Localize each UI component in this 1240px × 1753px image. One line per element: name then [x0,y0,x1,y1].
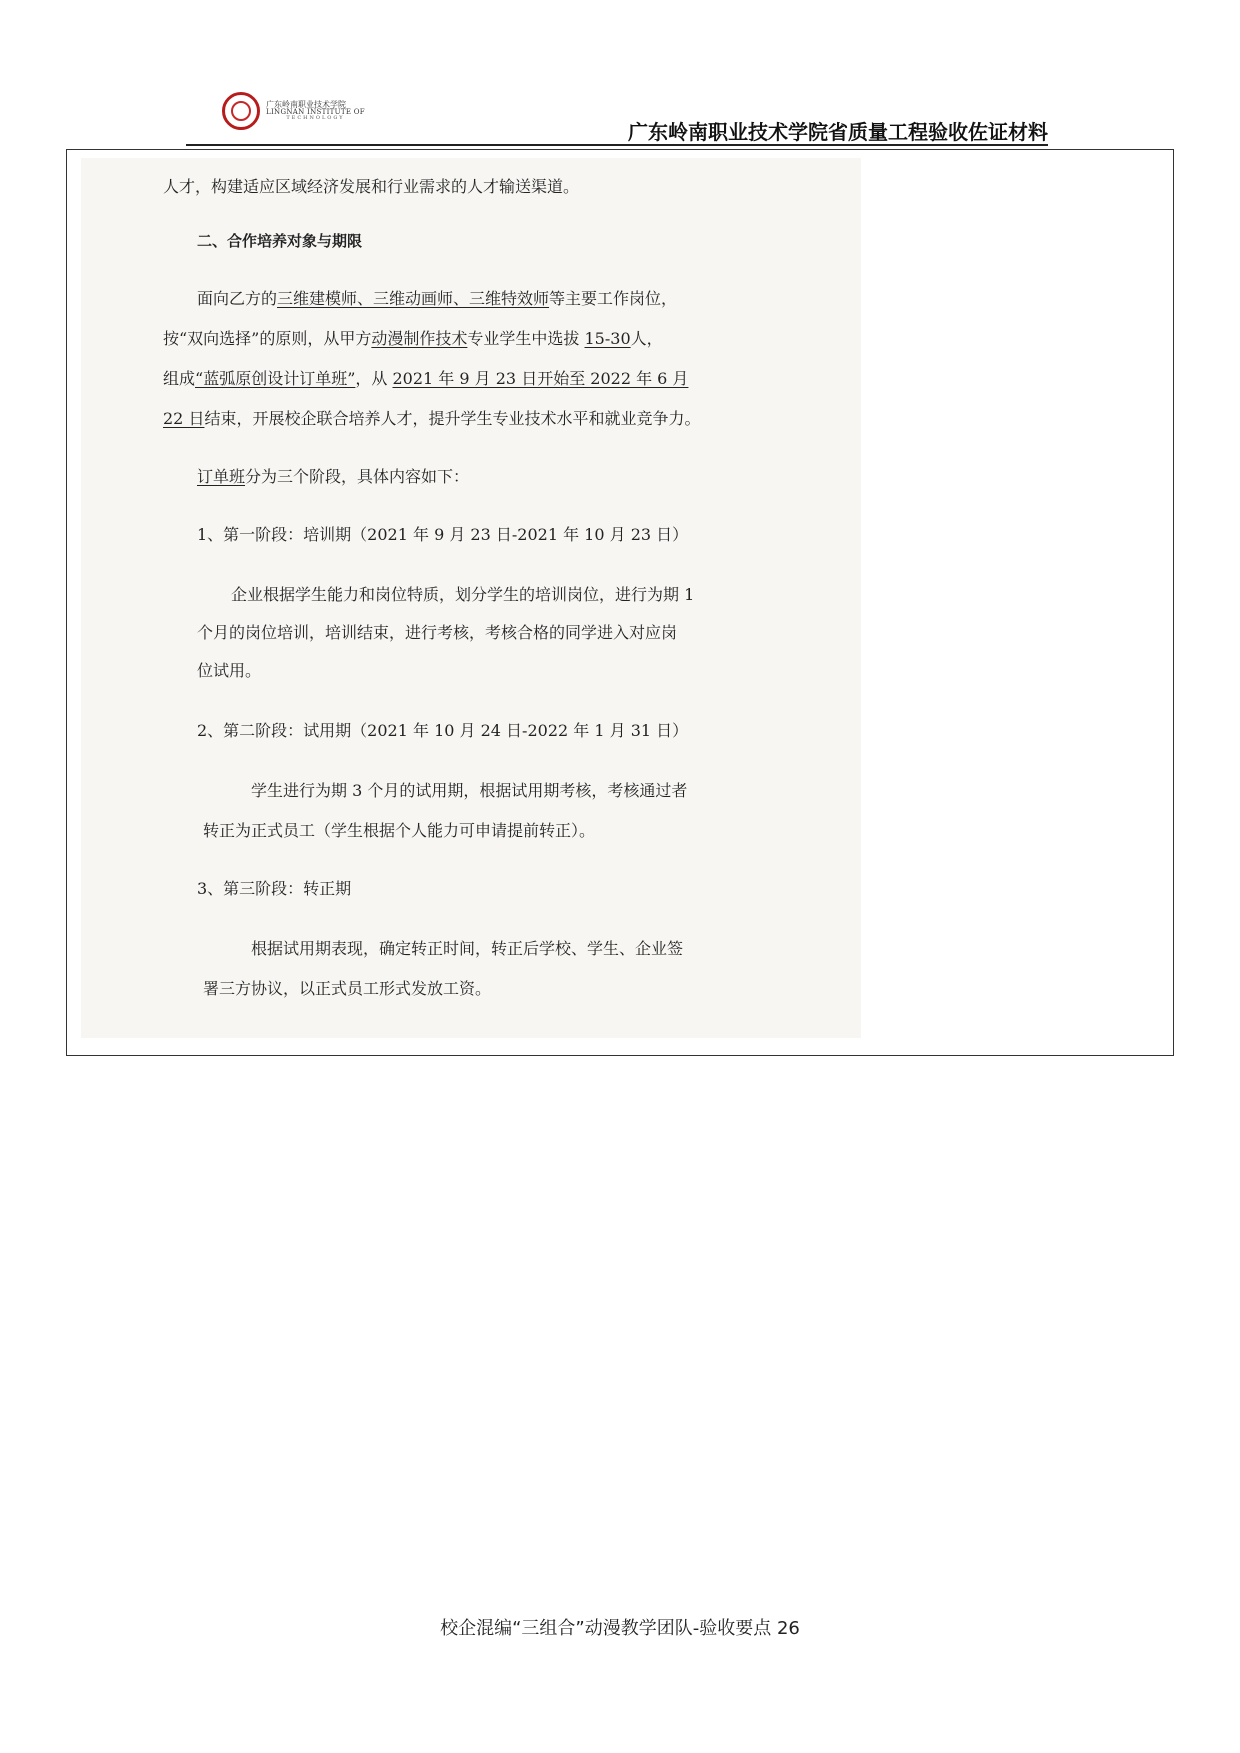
seal-icon [222,92,260,130]
text-line: 企业根据学生能力和岗位特质，划分学生的培训岗位，进行为期 1 [231,585,695,604]
stage-heading: 3、第三阶段：转正期 [197,879,352,898]
text-span: 面向乙方的 [197,289,278,308]
underlined-major: 动漫制作技术 [371,329,468,348]
text-line [163,326,663,349]
text-line: 个月的岗位培训，培训结束，进行考核，考核合格的同学进入对应岗 [197,623,678,642]
underlined-class-name: “蓝弧原创设计订单班” [195,369,356,388]
text-line [163,366,688,389]
text-line: 人才，构建适应区域经济发展和行业需求的人才输送渠道。 [163,177,580,196]
text-span: 等主要工作岗位， [549,289,678,308]
stage-heading: 1、第一阶段：培训期（2021 年 9 月 23 日-2021 年 10 月 23 日） [197,525,689,544]
text-line: 署三方协议，以正式员工形式发放工资。 [203,979,492,998]
stage-heading: 2、第二阶段：试用期（2021 年 10 月 24 日-2022 年 1 月 31 日） [197,721,689,740]
text-line: 根据试用期表现，确定转正时间，转正后学校、学生、企业签 [251,939,684,958]
underlined-start-date: 2021 年 9 月 23 日开始至 2022 年 6 月 [392,369,689,388]
underlined-order-class: 订单班 [197,467,246,486]
header-divider [186,144,1048,146]
text-line: 位试用。 [197,661,262,680]
text-span: 结束，开展校企联合培养人才，提升学生专业技术水平和就业竞争力。 [204,409,701,428]
text-span: 人， [630,329,663,348]
underlined-jobs: 三维建模师、三维动画师、三维特效师 [277,289,550,308]
logo-cn: 广东岭南职业技术学院 [266,99,346,109]
scanned-contract-page [81,158,861,1038]
text-span: ，从 [355,369,388,388]
underlined-count: 15-30 [584,329,631,348]
text-line: 学生进行为期 3 个月的试用期，根据试用期考核，考核通过者 [251,781,688,800]
text-span: 分为三个阶段，具体内容如下： [245,467,470,486]
logo-en2: TECHNOLOGY [286,115,345,122]
text-span: 按“双向选择”的原则，从甲方 [163,329,372,348]
text-span: 组成 [163,369,196,388]
page-footer: 校企混编“三组合”动漫教学团队-验收要点 26 [440,1618,800,1639]
scanned-document-frame [66,149,1174,1056]
text-line [197,286,677,309]
underlined-end-date: 22 日 [163,409,205,428]
text-span: 专业学生中选拔 [467,329,580,348]
section-heading: 二、合作培养对象与期限 [197,232,363,250]
logo-text [266,101,365,122]
institute-logo [222,92,365,130]
text-line [197,464,469,487]
text-line [163,406,700,429]
text-line: 转正为正式员工（学生根据个人能力可申请提前转正）。 [203,821,596,840]
logo-en: LINGNAN INSTITUTE OF [266,107,365,116]
page-header-title: 广东岭南职业技术学院省质量工程验收佐证材料 [628,120,1048,144]
